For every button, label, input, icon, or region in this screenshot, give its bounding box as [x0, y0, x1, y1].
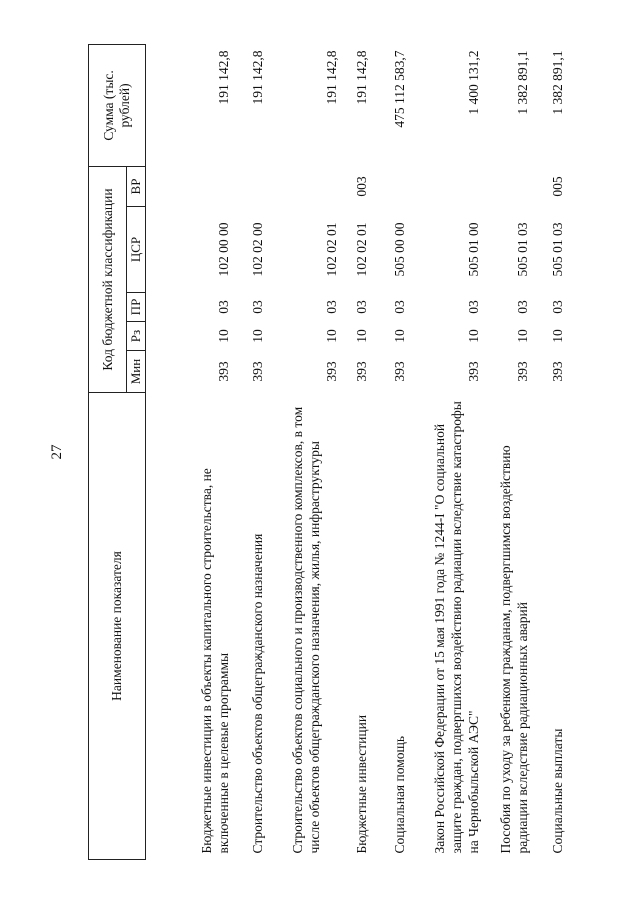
- table-row: [391, 44, 431, 859]
- row-name: Закон Российской Федерации от 15 мая 1991 года № 1244-I "О социальной защите граждан, подвергшихся воздействию радиации вследствие катастрофы на Чернобыльской АЭС": [432, 401, 481, 854]
- header-min: Мин: [127, 351, 146, 393]
- header-vr: ВР: [127, 166, 146, 206]
- row-name: Строительство объектов социального и производственного комплексов, в том числе объектов общегражданского назначения, жилья, инфраструктуры: [290, 406, 322, 854]
- row-rz: 10: [466, 329, 481, 343]
- row-csr: 505 01 00: [466, 222, 481, 277]
- row-pr: 03: [216, 300, 231, 314]
- row-csr: 102 02 01: [324, 222, 339, 277]
- row-min: 393: [324, 361, 339, 382]
- header-gap: [146, 44, 199, 859]
- table-row: [353, 44, 391, 859]
- table-row: [549, 44, 577, 859]
- row-sum: 1 400 131,2: [466, 50, 481, 115]
- row-csr: 505 01 03: [515, 222, 530, 277]
- row-csr: 102 02 01: [354, 222, 369, 277]
- row-sum: 191 142,8: [354, 50, 369, 105]
- row-csr: 102 02 00: [250, 222, 265, 277]
- header-code-group: Код бюджетной классификации: [89, 166, 127, 392]
- row-min: 393: [550, 361, 565, 382]
- row-sum: 191 142,8: [324, 50, 339, 105]
- row-rz: 10: [515, 329, 530, 343]
- table-header: [89, 44, 146, 859]
- row-sum: 191 142,8: [216, 50, 231, 105]
- row-rz: 10: [392, 329, 407, 343]
- row-vr: [391, 166, 431, 206]
- row-min: 393: [216, 361, 231, 382]
- table-row: [497, 44, 549, 859]
- table-row: [289, 44, 353, 859]
- row-pr: 03: [550, 300, 565, 314]
- row-min: 393: [392, 361, 407, 382]
- row-csr: 505 01 03: [550, 222, 565, 277]
- row-pr: 03: [515, 300, 530, 314]
- row-csr: 505 00 00: [392, 222, 407, 277]
- row-name: Бюджетные инвестиции в объекты капитального строительства, не включенные в целевые программы: [199, 468, 231, 854]
- row-vr: [249, 166, 289, 206]
- row-vr: [289, 166, 353, 206]
- row-min: 393: [466, 361, 481, 382]
- row-pr: 03: [354, 300, 369, 314]
- row-sum: 475 112 583,7: [392, 50, 407, 128]
- row-rz: 10: [354, 329, 369, 343]
- table-row: [431, 44, 497, 859]
- row-vr: [497, 166, 549, 206]
- budget-table: [88, 44, 577, 860]
- row-pr: 03: [466, 300, 481, 314]
- header-name: Наименование показателя: [89, 393, 146, 860]
- table-row: [198, 44, 249, 859]
- row-csr: 102 00 00: [216, 222, 231, 277]
- row-vr: 003: [354, 176, 369, 197]
- row-min: 393: [250, 361, 265, 382]
- table-body: [146, 44, 578, 859]
- row-vr: 005: [550, 176, 565, 197]
- row-min: 393: [354, 361, 369, 382]
- row-name: Бюджетные инвестиции: [354, 714, 369, 854]
- row-rz: 10: [250, 329, 265, 343]
- row-rz: 10: [550, 329, 565, 343]
- row-min: 393: [515, 361, 530, 382]
- header-sum: Сумма (тыс. рублей): [89, 44, 146, 166]
- budget-table-sheet: [88, 45, 565, 860]
- row-sum: 1 382 891,1: [550, 50, 565, 115]
- header-pr: ПР: [127, 293, 146, 322]
- row-pr: 03: [392, 300, 407, 314]
- row-rz: 10: [324, 329, 339, 343]
- row-vr: [198, 166, 249, 206]
- row-sum: 1 382 891,1: [515, 50, 530, 115]
- row-name: Социальная помощь: [392, 735, 407, 854]
- row-vr: [431, 166, 497, 206]
- row-sum: 191 142,8: [250, 50, 265, 105]
- header-rz: Рз: [127, 322, 146, 351]
- row-name: Строительство объектов общегражданского назначения: [250, 533, 265, 854]
- header-csr: ЦСР: [127, 207, 146, 293]
- table-row: [249, 44, 289, 859]
- page-number: 27: [49, 444, 65, 460]
- row-pr: 03: [324, 300, 339, 314]
- row-name: Пособия по уходу за ребенком гражданам, подвергшимся воздействию радиации вследствие радиационных аварий: [498, 445, 530, 854]
- row-name: Социальные выплаты: [550, 728, 565, 854]
- row-pr: 03: [250, 300, 265, 314]
- row-rz: 10: [216, 329, 231, 343]
